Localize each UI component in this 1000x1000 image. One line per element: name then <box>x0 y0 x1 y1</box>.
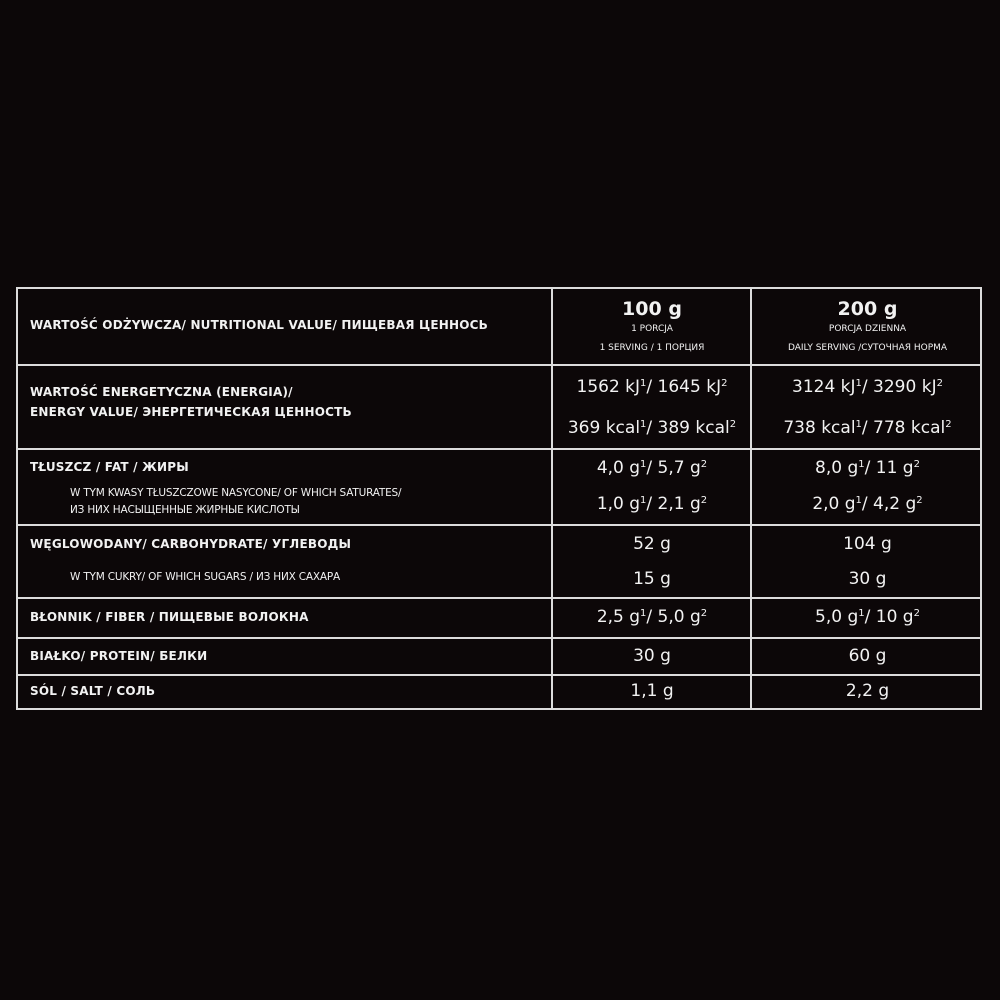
energy-label-2: ENERGY VALUE/ ЭНЕРГЕТИЧЕСКАЯ ЦЕННОСТЬ <box>30 405 352 419</box>
fat-col2: 8,0 $g^1/$ 11 $g^2$ <box>815 458 920 478</box>
salt-col2: 2,2 g <box>845 681 890 701</box>
col2-line1: PORCJA DZIENNA <box>828 324 907 334</box>
sugars-col2: 30 g <box>848 569 887 589</box>
fiber-col2: 5,0 $g^1/$ 10 $g^2$ <box>815 607 920 627</box>
fiber-label: BŁONNIK / FIBER / ПИЩЕВЫЕ ВОЛОКНА <box>30 610 309 624</box>
protein-label: BIAŁKO/ PROTEIN/ БЕЛКИ <box>30 649 208 663</box>
salt-row <box>18 676 980 708</box>
col1-amount: 100 g <box>622 298 682 320</box>
salt-label: SÓL / SALT / СОЛЬ <box>30 684 156 698</box>
energy-col2-kcal: 738 kcal$^1$/ 778 kcal$^2$ <box>783 418 952 438</box>
energy-col1-kcal: 369 kcal$^1$/ 389 kcal$^2$ <box>567 418 737 438</box>
energy-col1-kj: 1562 $kJ^1/$ 1645 $kJ^2$ <box>576 377 728 397</box>
saturates-col1: 1,0 $g^1/$ 2,1 $g^2$ <box>596 494 708 514</box>
protein-col2: 60 g <box>848 646 887 666</box>
fiber-col1: 2,5 $g^1/$ 5,0 $g^2$ <box>596 607 708 627</box>
sugars-col1: 15 g <box>633 569 671 589</box>
saturates-label-1: W TYM KWASY TŁUSZCZOWE NASYCONE/ OF WHICH SATURATES/ <box>70 487 402 499</box>
energy-col2-kj: 3124 $kJ^1/$ 3290 $kJ^2$ <box>792 377 943 397</box>
nutrition-table <box>16 287 982 710</box>
fiber-row <box>18 599 980 639</box>
header-label: WARTOŚĆ ODŻYWCZA/ NUTRITIONAL VALUE/ ПИЩЕВАЯ ЦЕННОСЬ <box>30 318 489 332</box>
salt-col1: 1,1 g <box>630 681 674 701</box>
carbs-col2: 104 g <box>843 534 892 554</box>
protein-col1: 30 g <box>633 646 671 666</box>
fat-label: TŁUSZCZ / FAT / ЖИРЫ <box>30 460 189 474</box>
fat-row <box>18 450 980 526</box>
protein-row <box>18 639 980 676</box>
col1-line1: 1 PORCJA <box>631 324 673 334</box>
sugars-label: W TYM CUKRY/ OF WHICH SUGARS / ИЗ НИХ САХАРА <box>70 571 340 583</box>
col2-amount: 200 g <box>837 298 898 320</box>
energy-row <box>18 366 980 450</box>
carbs-row <box>18 526 980 599</box>
saturates-col2: 2,0 $g^1/$ 4,2 $g^2$ <box>812 494 923 514</box>
carbs-col1: 52 g <box>633 534 671 554</box>
carbs-label: WĘGLOWODANY/ CARBOHYDRATE/ УГЛЕВОДЫ <box>30 537 352 551</box>
col2-line2: DAILY SERVING /СУТОЧНАЯ НОРМА <box>787 343 948 353</box>
col1-line2: 1 SERVING / 1 ПОРЦИЯ <box>599 343 705 353</box>
fat-col1: 4,0 $g^1/$ 5,7 $g^2$ <box>596 458 708 478</box>
saturates-label-2: ИЗ НИХ НАСЫЩЕННЫЕ ЖИРНЫЕ КИСЛОТЫ <box>70 504 300 516</box>
energy-label-1: WARTOŚĆ ENERGETYCZNA (ENERGIA)/ <box>30 385 293 399</box>
header-row <box>18 289 980 366</box>
